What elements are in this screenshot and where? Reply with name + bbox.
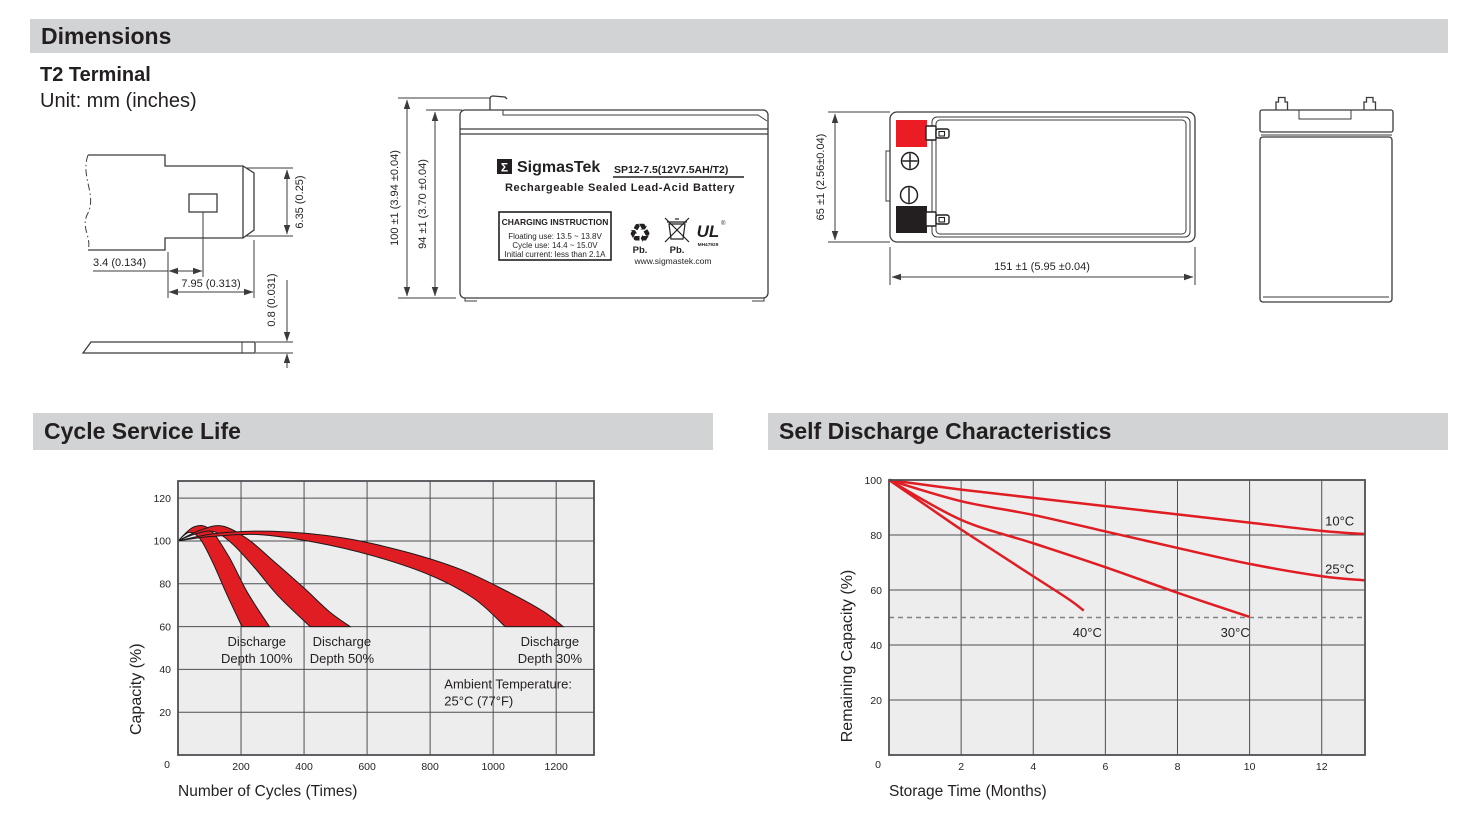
- battery-label: [497, 159, 744, 266]
- cycle-service-life-chart: [120, 462, 665, 814]
- section-header-self-discharge: [768, 413, 1448, 450]
- ul-mark-icon: UL: [696, 222, 720, 241]
- model-number: SP12-7.5(12V7.5AH/T2): [614, 164, 729, 176]
- screw-symbols: [901, 153, 919, 204]
- charging-title: CHARGING INSTRUCTION: [501, 217, 609, 227]
- x-axis-title: Number of Cycles (Times): [178, 783, 358, 800]
- svg-text:DischargeDepth 100%: Discharge Depth 100%: [221, 633, 293, 666]
- dim-tab-thickness: 0.8 (0.031): [266, 273, 278, 327]
- crossed-bin-icon: [665, 218, 689, 242]
- svg-text:100: 100: [153, 535, 171, 548]
- ul-registered: ®: [721, 221, 726, 227]
- svg-text:10: 10: [1243, 761, 1256, 773]
- recycle-icon: ♻: [628, 218, 652, 248]
- dim-top-height: 65 ±1 (2.56±0.04): [815, 133, 827, 221]
- side-outline: [1260, 98, 1393, 303]
- pb-recycle-label: Pb.: [632, 245, 648, 256]
- top-dimension-lines: [828, 112, 1195, 285]
- charging-line-1: Floating use: 13.5 ~ 13.8V: [508, 232, 602, 241]
- svg-text:0: 0: [164, 759, 170, 771]
- section-title: Dimensions: [41, 22, 172, 49]
- svg-text:20: 20: [159, 706, 171, 719]
- battery-case-outline: [460, 96, 768, 301]
- positive-terminal-marker: [896, 120, 927, 147]
- dim-height-body: 94 ±1 (3.70 ±0.04): [417, 159, 429, 249]
- svg-text:20: 20: [870, 694, 882, 707]
- battery-subtitle: Rechargeable Sealed Lead-Acid Battery: [505, 182, 736, 194]
- front-dimension-lines: [398, 98, 490, 298]
- svg-text:12: 12: [1315, 761, 1328, 773]
- svg-text:60: 60: [159, 621, 171, 634]
- terminal-profile-outline: [83, 155, 255, 353]
- dim-top-width: 151 ±1 (5.95 ±0.04): [994, 261, 1090, 273]
- svg-text:80: 80: [870, 529, 882, 542]
- sigma-glyph: Σ: [500, 160, 509, 175]
- terminal-type-title: T2 Terminal: [40, 64, 151, 86]
- svg-text:0: 0: [875, 759, 881, 771]
- series-label-25°C: 25°C: [1325, 561, 1355, 577]
- section-title: Cycle Service Life: [44, 418, 241, 444]
- x-axis-title: Storage Time (Months): [889, 783, 1047, 800]
- negative-terminal-marker: [896, 206, 927, 233]
- svg-text:1000: 1000: [481, 761, 505, 773]
- svg-text:1200: 1200: [544, 761, 568, 773]
- svg-text:120: 120: [153, 492, 171, 505]
- dim-tab-offset: 3.4 (0.134): [93, 257, 147, 269]
- ul-file-number: MH47929: [697, 243, 719, 248]
- self-discharge-chart: [830, 462, 1390, 814]
- pb-bin-label: Pb.: [669, 245, 685, 256]
- section-title: Self Discharge Characteristics: [779, 418, 1112, 444]
- svg-text:DischargeDepth 50%: Discharge Depth 50%: [309, 633, 375, 666]
- terminal-detail-drawing: [60, 140, 380, 380]
- series-label-40°C: 40°C: [1072, 624, 1102, 640]
- svg-text:2: 2: [958, 761, 965, 773]
- battery-side-view-drawing: [1240, 80, 1478, 320]
- series-label-10°C: 10°C: [1325, 513, 1355, 529]
- svg-text:400: 400: [295, 761, 313, 773]
- dim-tab-width: 7.95 (0.313): [181, 278, 241, 290]
- svg-text:800: 800: [421, 761, 439, 773]
- svg-text:DischargeDepth 30%: Discharge Depth 30%: [517, 633, 583, 666]
- battery-front-view-drawing: [390, 85, 790, 315]
- website-url: www.sigmastek.com: [634, 256, 712, 266]
- svg-text:200: 200: [232, 761, 250, 773]
- dim-height-total: 100 ±1 (3.94 ±0.04): [389, 150, 401, 246]
- svg-text:8: 8: [1174, 761, 1181, 773]
- section-header-dimensions: [30, 19, 1448, 53]
- section-header-cycle-service-life: [33, 413, 713, 450]
- svg-text:60: 60: [870, 584, 882, 597]
- svg-text:40: 40: [870, 639, 882, 652]
- unit-note: Unit: mm (inches): [40, 90, 197, 112]
- svg-text:4: 4: [1030, 761, 1037, 773]
- charging-line-2: Cycle use: 14.4 ~ 15.0V: [512, 241, 598, 250]
- battery-top-view-drawing: [810, 85, 1210, 315]
- svg-text:80: 80: [159, 578, 171, 591]
- y-axis-title: Remaining Capacity (%): [839, 569, 856, 743]
- svg-text:Ambient Temperature:25°C (77°F: Ambient Temperature: 25°C (77°F): [444, 676, 572, 709]
- dim-tab-height: 6.35 (0.25): [294, 175, 306, 229]
- svg-text:40: 40: [159, 664, 171, 677]
- svg-text:600: 600: [358, 761, 376, 773]
- brand-name: SigmasTek: [517, 159, 601, 176]
- svg-text:100: 100: [864, 474, 882, 487]
- faston-tabs: [926, 126, 949, 226]
- y-axis-title: Capacity (%): [128, 643, 145, 736]
- charging-line-3: Initial current: less than 2.1A: [504, 250, 606, 259]
- svg-text:6: 6: [1102, 761, 1109, 773]
- series-label-30°C: 30°C: [1220, 624, 1250, 640]
